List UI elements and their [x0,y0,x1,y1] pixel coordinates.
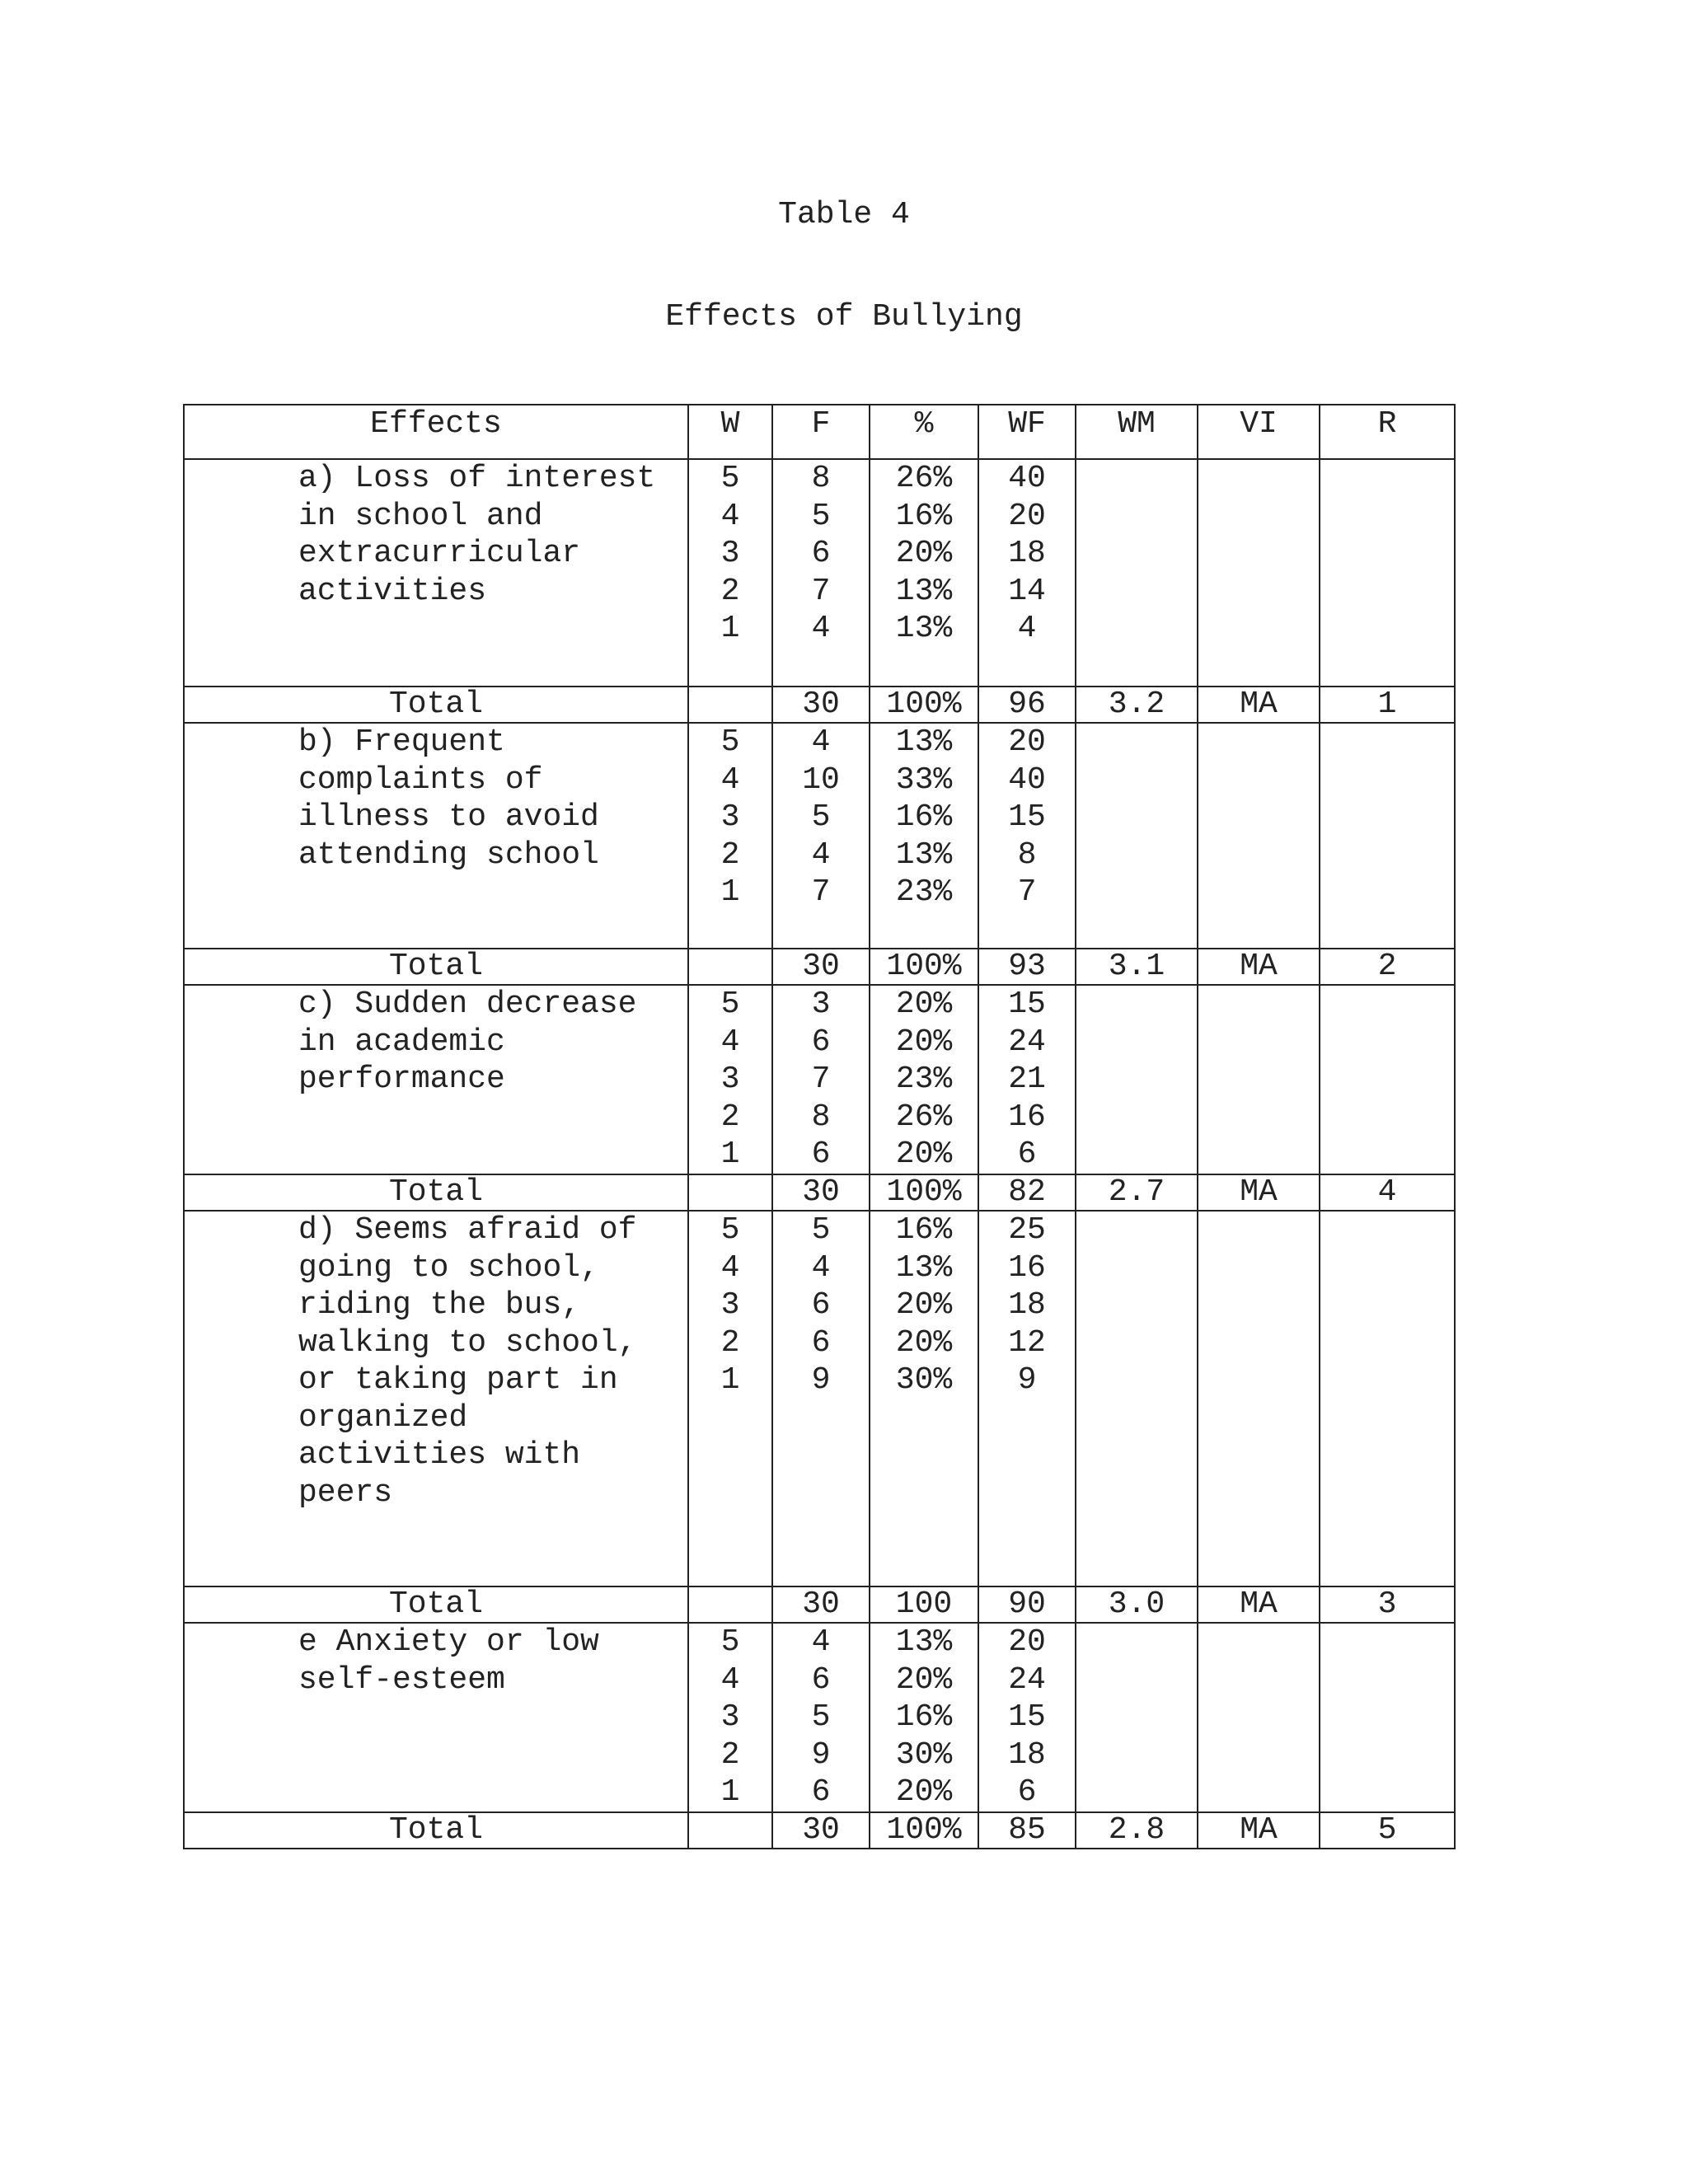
empty-cell [1320,985,1455,1174]
verbal-interpretation: MA [1198,1812,1320,1849]
table-title: Effects of Bullying [665,299,1023,335]
weighted-frequency-cell: 25 16 18 12 9 [978,1211,1076,1586]
weighted-mean: 3.0 [1076,1586,1198,1623]
total-weighted-frequency: 90 [978,1586,1076,1623]
percent-cell: 26% 16% 20% 13% 13% [870,459,978,687]
effect-row-e [184,1623,1455,1812]
total-percent: 100% [870,949,978,985]
weighted-frequency-cell: 20 40 15 8 7 [978,723,1076,949]
effect-description: c) Sudden decrease in academic performance [184,985,688,1174]
weighted-frequency-cell: 15 24 21 16 6 [978,985,1076,1174]
weighted-frequency-cell: 20 24 15 18 6 [978,1623,1076,1812]
total-percent: 100% [870,687,978,723]
header-vi: VI [1198,405,1320,459]
frequency-cell: 3 6 7 8 6 [772,985,870,1174]
weighted-frequency-cell: 40 20 18 14 4 [978,459,1076,687]
total-percent: 100% [870,1174,978,1211]
total-weighted-frequency: 93 [978,949,1076,985]
total-row-d [184,1586,1455,1623]
empty-cell [1198,459,1320,687]
total-percent: 100 [870,1586,978,1623]
total-label: Total [184,1174,688,1211]
weights-cell: 5 4 3 2 1 [688,723,772,949]
frequency-cell: 4 6 5 9 6 [772,1623,870,1812]
verbal-interpretation: MA [1198,687,1320,723]
header-effects: Effects [184,405,688,459]
empty-cell [1320,1211,1455,1586]
weighted-mean: 2.8 [1076,1812,1198,1849]
total-weighted-frequency: 85 [978,1812,1076,1849]
empty-cell [1198,723,1320,949]
empty-cell [1320,1623,1455,1812]
total-weighted-frequency: 96 [978,687,1076,723]
total-row-b [184,949,1455,985]
frequency-cell: 8 5 6 7 4 [772,459,870,687]
total-row-e [184,1812,1455,1849]
total-frequency: 30 [772,1812,870,1849]
header-wf: WF [978,405,1076,459]
empty-cell [1076,1211,1198,1586]
empty-cell [1076,985,1198,1174]
header-r: R [1320,405,1455,459]
empty-cell [1076,1623,1198,1812]
rank: 5 [1320,1812,1455,1849]
header-f: F [772,405,870,459]
percent-cell: 16% 13% 20% 20% 30% [870,1211,978,1586]
empty-cell [688,949,772,985]
empty-cell [688,687,772,723]
effect-description: b) Frequent complaints of illness to avoid attending school [184,723,688,949]
empty-cell [688,1174,772,1211]
total-percent: 100% [870,1812,978,1849]
total-weighted-frequency: 82 [978,1174,1076,1211]
effect-description: e Anxiety or low self-esteem [184,1623,688,1812]
empty-cell [1198,1623,1320,1812]
effect-row-c [184,985,1455,1174]
frequency-cell: 5 4 6 6 9 [772,1211,870,1586]
effect-description: d) Seems afraid of going to school, riding the bus, walking to school, or taking part in organized activities with peers [184,1211,688,1586]
effects-of-bullying-table [183,404,1456,1849]
total-label: Total [184,687,688,723]
empty-cell [1320,723,1455,949]
effect-description: a) Loss of interest in school and extracurricular activities [184,459,688,687]
header-w: W [688,405,772,459]
percent-cell: 13% 33% 16% 13% 23% [870,723,978,949]
table-number-label: Table 4 [778,197,910,232]
total-label: Total [184,1812,688,1849]
verbal-interpretation: MA [1198,949,1320,985]
weights-cell: 5 4 3 2 1 [688,1211,772,1586]
total-frequency: 30 [772,687,870,723]
empty-cell [1198,985,1320,1174]
header-percent: % [870,405,978,459]
rank: 2 [1320,949,1455,985]
header-row [184,405,1455,459]
empty-cell [1076,723,1198,949]
empty-cell [1076,459,1198,687]
rank: 4 [1320,1174,1455,1211]
effect-row-b [184,723,1455,949]
verbal-interpretation: MA [1198,1586,1320,1623]
total-label: Total [184,949,688,985]
weights-cell: 5 4 3 2 1 [688,1623,772,1812]
total-row-c [184,1174,1455,1211]
effect-row-a [184,459,1455,687]
rank: 1 [1320,687,1455,723]
percent-cell: 13% 20% 16% 30% 20% [870,1623,978,1812]
total-frequency: 30 [772,949,870,985]
rank: 3 [1320,1586,1455,1623]
verbal-interpretation: MA [1198,1174,1320,1211]
effect-row-d [184,1211,1455,1586]
weighted-mean: 3.1 [1076,949,1198,985]
weights-cell: 5 4 3 2 1 [688,985,772,1174]
total-frequency: 30 [772,1174,870,1211]
weights-cell: 5 4 3 2 1 [688,459,772,687]
header-wm: WM [1076,405,1198,459]
empty-cell [688,1586,772,1623]
empty-cell [688,1812,772,1849]
weighted-mean: 2.7 [1076,1174,1198,1211]
empty-cell [1198,1211,1320,1586]
weighted-mean: 3.2 [1076,687,1198,723]
total-label: Total [184,1586,688,1623]
percent-cell: 20% 20% 23% 26% 20% [870,985,978,1174]
total-row-a [184,687,1455,723]
total-frequency: 30 [772,1586,870,1623]
frequency-cell: 4 10 5 4 7 [772,723,870,949]
empty-cell [1320,459,1455,687]
